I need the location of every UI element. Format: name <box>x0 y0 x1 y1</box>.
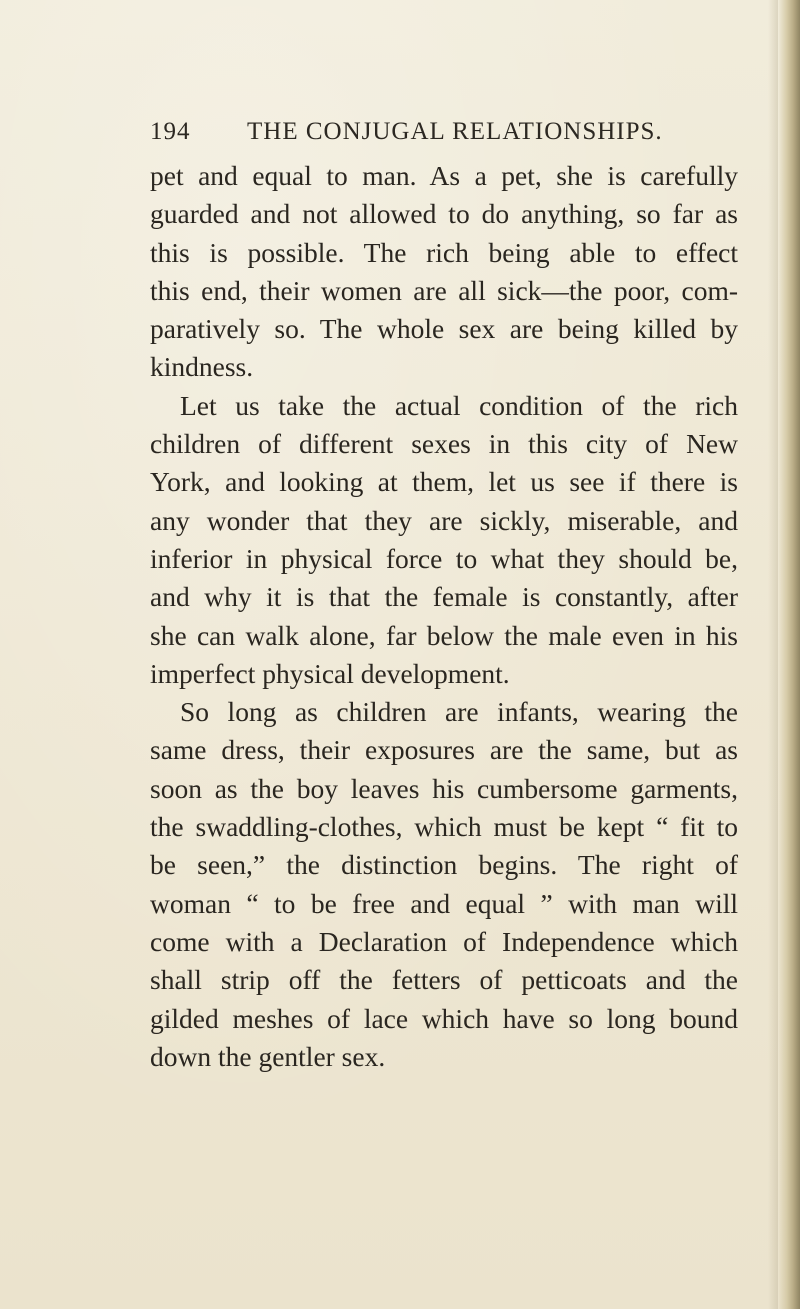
page-number: 194 <box>150 118 191 145</box>
body-text <box>150 157 800 1076</box>
text-line: come with a Declaration of Independence which <box>150 925 738 957</box>
text-line: down the gentler sex. <box>150 1040 386 1072</box>
text-line: guarded and not allowed to do anything, so far as <box>150 198 738 230</box>
text-line: York, and looking at them, let us see if there is <box>150 466 738 498</box>
text-line: and why it is that the female is constantly, after <box>150 581 738 613</box>
text-line: shall strip off the fetters of petticoats and the <box>150 964 738 996</box>
text-line: soon as the boy leaves his cumbersome garments, <box>150 772 738 804</box>
text-line: inferior in physical force to what they should be, <box>150 542 738 574</box>
text-line: pet and equal to man. As a pet, she is carefully <box>150 160 738 191</box>
text-line: this is possible. The rich being able to effect <box>150 236 738 268</box>
running-head: THE CONJUGAL RELATIONSHIPS. <box>247 118 663 145</box>
text-line: So long as children are infants, wearing the <box>180 696 738 728</box>
text-line: woman “ to be free and equal ” with man will <box>150 887 738 919</box>
text-line: gilded meshes of lace which have so long bound <box>150 1002 738 1034</box>
text-line: children of different sexes in this city of New <box>150 428 738 460</box>
text-line: any wonder that they are sickly, miserable, and <box>150 504 738 536</box>
text-line: kindness. <box>150 351 254 383</box>
text-line: same dress, their exposures are the same, but as <box>150 734 738 766</box>
text-line: paratively so. The whole sex are being killed by <box>150 313 738 345</box>
text-line: she can walk alone, far below the male even in his <box>150 619 738 651</box>
page-header <box>150 118 730 158</box>
text-line: be seen,” the distinction begins. The right of <box>150 849 738 881</box>
text-line: this end, their women are all sick—the poor, com- <box>150 274 738 306</box>
text-line: Let us take the actual condition of the rich <box>180 389 738 421</box>
text-line: imperfect physical development. <box>150 657 510 689</box>
text-line: the swaddling-clothes, which must be kept “ fit to <box>150 811 738 843</box>
